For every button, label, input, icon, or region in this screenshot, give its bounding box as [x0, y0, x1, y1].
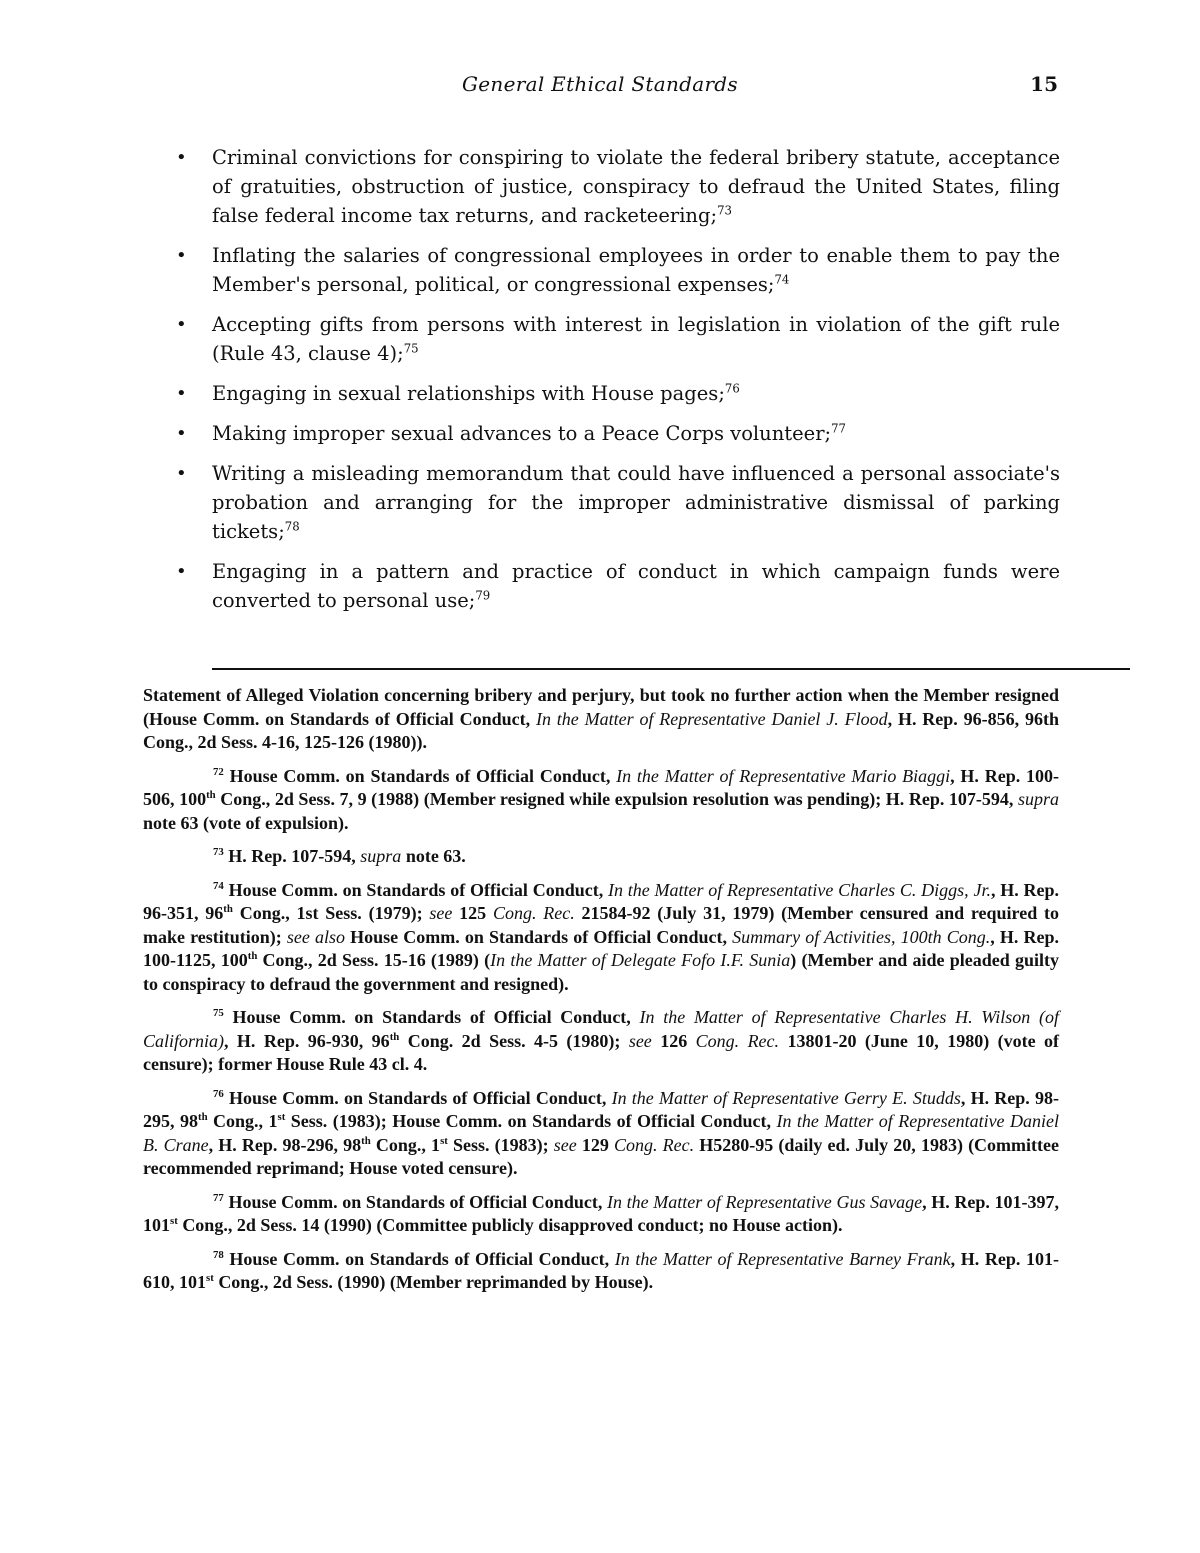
footnote-ref[interactable]: 74 [774, 272, 790, 287]
footnote-number: 78 [213, 1248, 224, 1261]
bullet-icon: • [176, 561, 187, 582]
footnote-77: $^{77}$ House Comm. on Standards of Official Conduct, In the Matter of Representative Gus Savage, H. Rep. 101-397, 101st Cong., 2d Sess. 14 (1990) (Committee publicly disapproved conduct; no House action). [143, 1191, 1059, 1235]
footnote-78: $^{78}$ House Comm. on Standards of Official Conduct, In the Matter of Representative Barney Frank, H. Rep. 101-610, 101st Cong., 2d Sess. (1990) (Member reprimanded by House). [143, 1248, 1059, 1292]
list-item-text: Inflating the salaries of congressional employees in order to enable them to pay the Member's personal, political, or congressional expenses; [212, 244, 1060, 296]
list-item [174, 143, 1060, 230]
footnotes [143, 684, 1059, 1305]
list-item-text: Engaging in sexual relationships with House pages; [212, 382, 725, 405]
footnote-75: $^{75}$ House Comm. on Standards of Official Conduct, In the Matter of Representative Charles H. Wilson (of California), H. Rep. 96-930, 96th Cong. 2d Sess. 4-5 (1980); see 126 Cong. Rec. 13801-20 (June 10, 1980) (vote of censure); former House Rule 43 cl. 4. [143, 1007, 1060, 1074]
footnote-number: 76 [213, 1087, 224, 1100]
list-item [174, 310, 1060, 368]
footnote-continued: Statement of Alleged Violation concerning bribery and perjury, but took no further action when the Member resigned (House Comm. on Standards of Official Conduct, In the Matter of Representative Daniel J. Flood, H. Rep. 96-856, 96th Cong., 2d Sess. 4-16, 125-126 (1980)). [143, 685, 1059, 752]
footnote-ref[interactable]: 79 [475, 588, 491, 603]
footnote-ref[interactable]: 78 [284, 519, 300, 534]
list-item [174, 241, 1060, 299]
bullet-icon: • [176, 383, 187, 404]
footnote-72: $^{72}$ House Comm. on Standards of Official Conduct, In the Matter of Representative Mario Biaggi, H. Rep. 100-506, 100th Cong., 2d Sess. 7, 9 (1988) (Member resigned while expulsion resolution was pending); H. Rep. 107-594, supra note 63 (vote of expulsion). [143, 765, 1060, 833]
footnote-number: 75 [213, 1007, 224, 1019]
footnote-ref[interactable]: 76 [724, 381, 740, 396]
list-item [174, 419, 1060, 448]
footnote-number: 73 [213, 846, 224, 858]
footnote-ref[interactable]: 73 [717, 203, 732, 218]
list-item-text: Engaging in a pattern and practice of conduct in which campaign funds were converted to personal use; [212, 560, 1060, 612]
bullet-icon: • [176, 147, 187, 168]
list-item [174, 379, 1060, 408]
bullet-icon: • [176, 423, 187, 444]
bullet-icon: • [176, 314, 187, 335]
footnote-ref[interactable]: 77 [831, 421, 846, 436]
footnote-ref[interactable]: 75 [403, 341, 419, 356]
footnote-number: 74 [213, 879, 224, 892]
running-head [0, 72, 1200, 102]
list-item-text: Making improper sexual advances to a Peace Corps volunteer; [212, 422, 832, 445]
page-number: 15 [1030, 72, 1058, 96]
bullet-icon: • [176, 245, 187, 266]
running-title: General Ethical Standards [462, 72, 738, 96]
footnote-number: 72 [213, 765, 224, 778]
list-item-text: Writing a misleading memorandum that could have influenced a personal associate's probation and arranging for the improper administrative dismissal of parking tickets; [212, 462, 1060, 543]
violation-list [174, 143, 1060, 626]
footnote-74: $^{74}$ House Comm. on Standards of Official Conduct, In the Matter of Representative Charles C. Diggs, Jr., H. Rep. 96-351, 96th Cong., 1st Sess. (1979); see 125 Cong. Rec. 21584-92 (July 31, 1979) (Member censured and required to make restitution); see also House Comm. on Standards of Official Conduct, Summary of Activities, 100th Cong., H. Rep. 100-1125, 100th Cong., 2d Sess. 15-16 (1989) (In the Matter of Delegate Fofo I.F. Sunia) (Member and aide pleaded guilty to conspiracy to defraud the government and resigned). [143, 879, 1060, 994]
footnote-divider [212, 668, 1130, 670]
list-item [174, 459, 1060, 546]
list-item [174, 557, 1060, 615]
footnote-number: 77 [213, 1191, 224, 1204]
list-item-text: Criminal convictions for conspiring to violate the federal bribery statute, acceptance of gratuities, obstruction of justice, conspiracy to defraud the United States, filing false federal income tax returns, and racketeering; [212, 146, 1060, 227]
footnote-73: $^{73}$ H. Rep. 107-594, supra note 63. [213, 846, 466, 866]
footnote-76: $^{76}$ House Comm. on Standards of Official Conduct, In the Matter of Representative Gerry E. Studds, H. Rep. 98-295, 98th Cong., 1st Sess. (1983); House Comm. on Standards of Official Conduct, In the Matter of Representative Daniel B. Crane, H. Rep. 98-296, 98th Cong., 1st Sess. (1983); see 129 Cong. Rec. H5280-95 (daily ed. July 20, 1983) (Committee recommended reprimand; House voted censure). [143, 1087, 1060, 1178]
list-item-text: Accepting gifts from persons with interest in legislation in violation of the gift rule (Rule 43, clause 4); [212, 313, 1060, 365]
bullet-icon: • [176, 463, 187, 484]
